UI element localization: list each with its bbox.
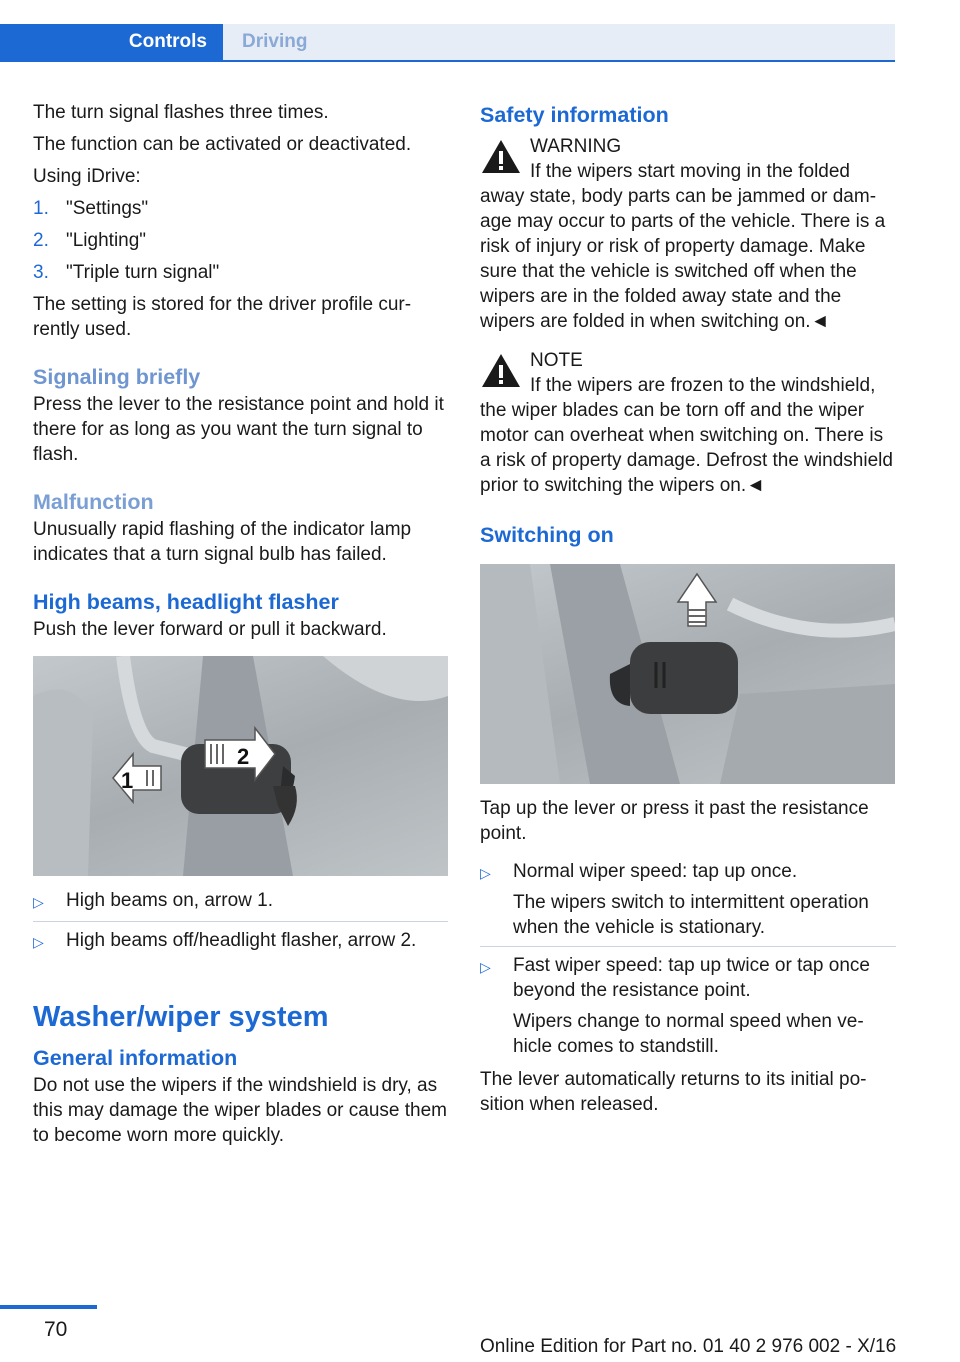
tab-driving[interactable]: Driving — [223, 24, 895, 60]
wiper-speed-list — [480, 853, 896, 1065]
warning-triangle-icon — [480, 350, 522, 392]
item-text: High beams off/headlight flasher, arrow 2. — [66, 930, 417, 951]
paragraph: The setting is stored for the driver profile currently used. — [33, 294, 412, 340]
triangle-bullet-icon: ▷ — [480, 959, 491, 975]
section-heading: Malfunction — [33, 490, 154, 514]
note-text: If the wipers are frozen to the windshield, the wiper blades can be torn off and the wiper motor can overheat when switching on. There is a risk of property damage. Defrost the windshield prior to switching the wipers on.◄ — [480, 375, 893, 496]
step-text: "Lighting" — [66, 230, 147, 251]
note-label: NOTE — [530, 350, 583, 371]
paragraph: The lever automatically returns to its initial position when released. — [480, 1069, 867, 1115]
paragraph: Push the lever forward or pull it backward. — [33, 619, 387, 640]
section-heading: General information — [33, 1046, 238, 1070]
item-body — [513, 859, 896, 940]
item-text: High beams on, arrow 1. — [66, 890, 273, 911]
wiper-illustration — [480, 564, 895, 784]
footer-rule — [0, 1305, 97, 1309]
step-text: "Settings" — [66, 198, 149, 219]
item-body — [513, 953, 896, 1059]
step-text: "Triple turn signal" — [66, 262, 220, 283]
wiper-lever-figure — [480, 564, 895, 784]
highbeam-lever-figure — [33, 656, 448, 876]
lever-illustration — [33, 656, 448, 876]
warning-label: WARNING — [530, 136, 622, 157]
highbeam-list — [33, 882, 448, 961]
triangle-bullet-icon: ▷ — [33, 934, 44, 950]
list-item — [33, 882, 448, 922]
paragraph: The function can be activated or deactivated. — [33, 134, 412, 155]
chapter-tabs — [0, 24, 895, 62]
section-heading: High beams, headlight flasher — [33, 590, 339, 614]
left-column — [33, 100, 448, 1155]
note-block — [480, 348, 896, 498]
item-subtext: Wipers change to normal speed when vehicle comes to standstill. — [513, 1011, 864, 1057]
triangle-bullet-icon: ▷ — [480, 865, 491, 881]
paragraph: Do not use the wipers if the windshield is dry, as this may damage the wiper blades or cause them to become worn more quickly. — [33, 1075, 447, 1146]
idrive-steps-list — [33, 196, 448, 285]
list-item — [33, 922, 448, 961]
paragraph: Unusually rapid flashing of the indicator lamp indicates that a turn signal bulb has failed. — [33, 519, 412, 565]
tab-controls[interactable]: Controls — [0, 24, 223, 60]
chapter-heading: Washer/wiper system — [33, 1001, 329, 1033]
step-number: 3. — [33, 262, 49, 283]
paragraph: The turn signal flashes three times. — [33, 102, 329, 123]
step-number: 1. — [33, 198, 49, 219]
page-number: 70 — [44, 1318, 68, 1341]
arrow-1-label: 1 — [121, 768, 134, 793]
right-column — [480, 100, 896, 1124]
section-heading: Signaling briefly — [33, 365, 201, 389]
list-item — [480, 853, 896, 947]
warning-triangle-icon — [480, 136, 522, 178]
warning-block — [480, 134, 896, 334]
section-heading: Switching on — [480, 523, 614, 547]
arrow-2-label: 2 — [237, 744, 250, 769]
section-heading: Safety information — [480, 103, 669, 127]
item-subtext: The wipers switch to intermittent operation when the vehicle is stationary. — [513, 892, 869, 938]
list-item — [33, 196, 448, 221]
triangle-bullet-icon: ▷ — [33, 894, 44, 910]
paragraph: Press the lever to the resistance point and hold it there for as long as you want the turn signal to flash. — [33, 394, 444, 465]
list-item — [480, 947, 896, 1065]
edition-footer: Online Edition for Part no. 01 40 2 976 002 - X/16 — [480, 1336, 897, 1357]
list-item — [33, 260, 448, 285]
item-text: Fast wiper speed: tap up twice or tap once beyond the resistance point. — [513, 955, 870, 1001]
step-number: 2. — [33, 230, 49, 251]
warning-text: If the wipers start moving in the folded away state, body parts can be jammed or damage may occur to parts of the vehicle. There is a risk of injury or risk of property damage. Make sure that the vehicle is switched off when the wipers are in the folded away state and the wipers are folded in when switching on.◄ — [480, 161, 886, 332]
item-text: Normal wiper speed: tap up once. — [513, 861, 798, 882]
paragraph: Using iDrive: — [33, 166, 141, 187]
paragraph: Tap up the lever or press it past the resistance point. — [480, 798, 869, 844]
list-item — [33, 228, 448, 253]
